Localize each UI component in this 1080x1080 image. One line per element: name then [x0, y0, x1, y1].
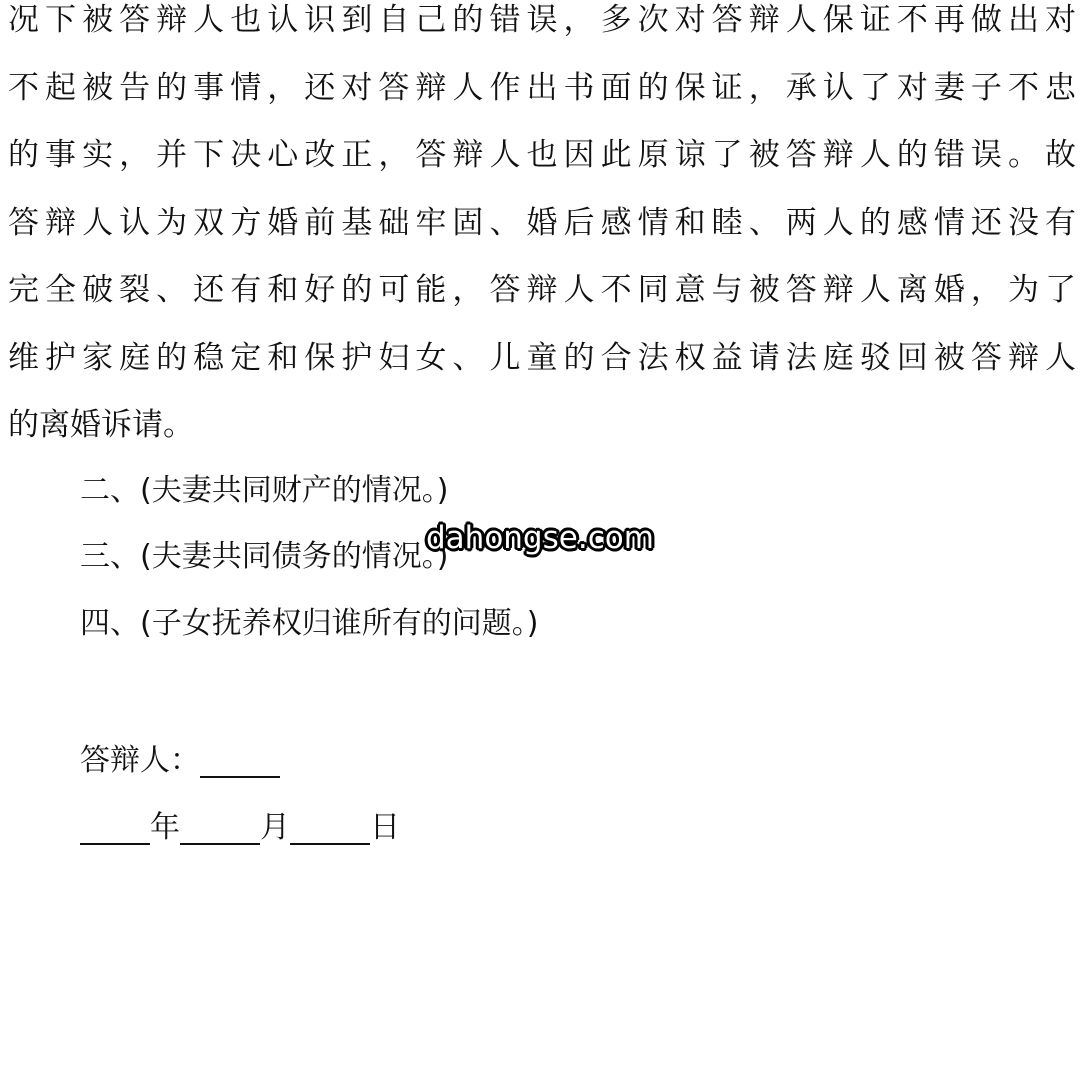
body-line: 维护家庭的稳定和保护妇女、儿童的合法权益请法庭驳回被答辩人 — [8, 339, 1076, 376]
item-joint-debt: 三、(夫妻共同债务的情况。) — [80, 539, 449, 574]
respondent-signature — [80, 741, 280, 781]
body-paragraph — [8, 0, 1076, 473]
item-child-custody: 四、(子女抚养权归谁所有的问题。) — [80, 606, 539, 641]
respondent-label: 答辩人： — [80, 743, 200, 778]
month-label: 月 — [260, 810, 290, 845]
body-line: 答辩人认为双方婚前基础牢固、婚后感情和睦、两人的感情还没有 — [8, 204, 1076, 241]
respondent-name-blank[interactable] — [200, 744, 280, 778]
body-line: 不起被告的事情，还对答辩人作出书面的保证，承认了对妻子不忠 — [8, 69, 1076, 106]
body-line: 完全破裂、还有和好的可能，答辩人不同意与被答辩人离婚，为了 — [8, 272, 1076, 308]
body-line: 的事实，并下决心改正，答辩人也因此原谅了被答辩人的错误。故 — [8, 137, 1076, 173]
day-blank[interactable] — [290, 811, 370, 845]
item-joint-property: 二、(夫妻共同财产的情况。) — [80, 473, 449, 508]
watermark-text: dahongse.com — [426, 520, 654, 556]
month-blank[interactable] — [180, 811, 260, 845]
year-label: 年 — [150, 810, 180, 845]
body-line: 况下被答辩人也认识到自己的错误，多次对答辩人保证不再做出对 — [8, 2, 1076, 38]
year-blank[interactable] — [80, 811, 150, 845]
body-line: 的离婚诉请。 — [8, 407, 194, 443]
signature-date — [80, 808, 400, 848]
day-label: 日 — [370, 810, 400, 845]
